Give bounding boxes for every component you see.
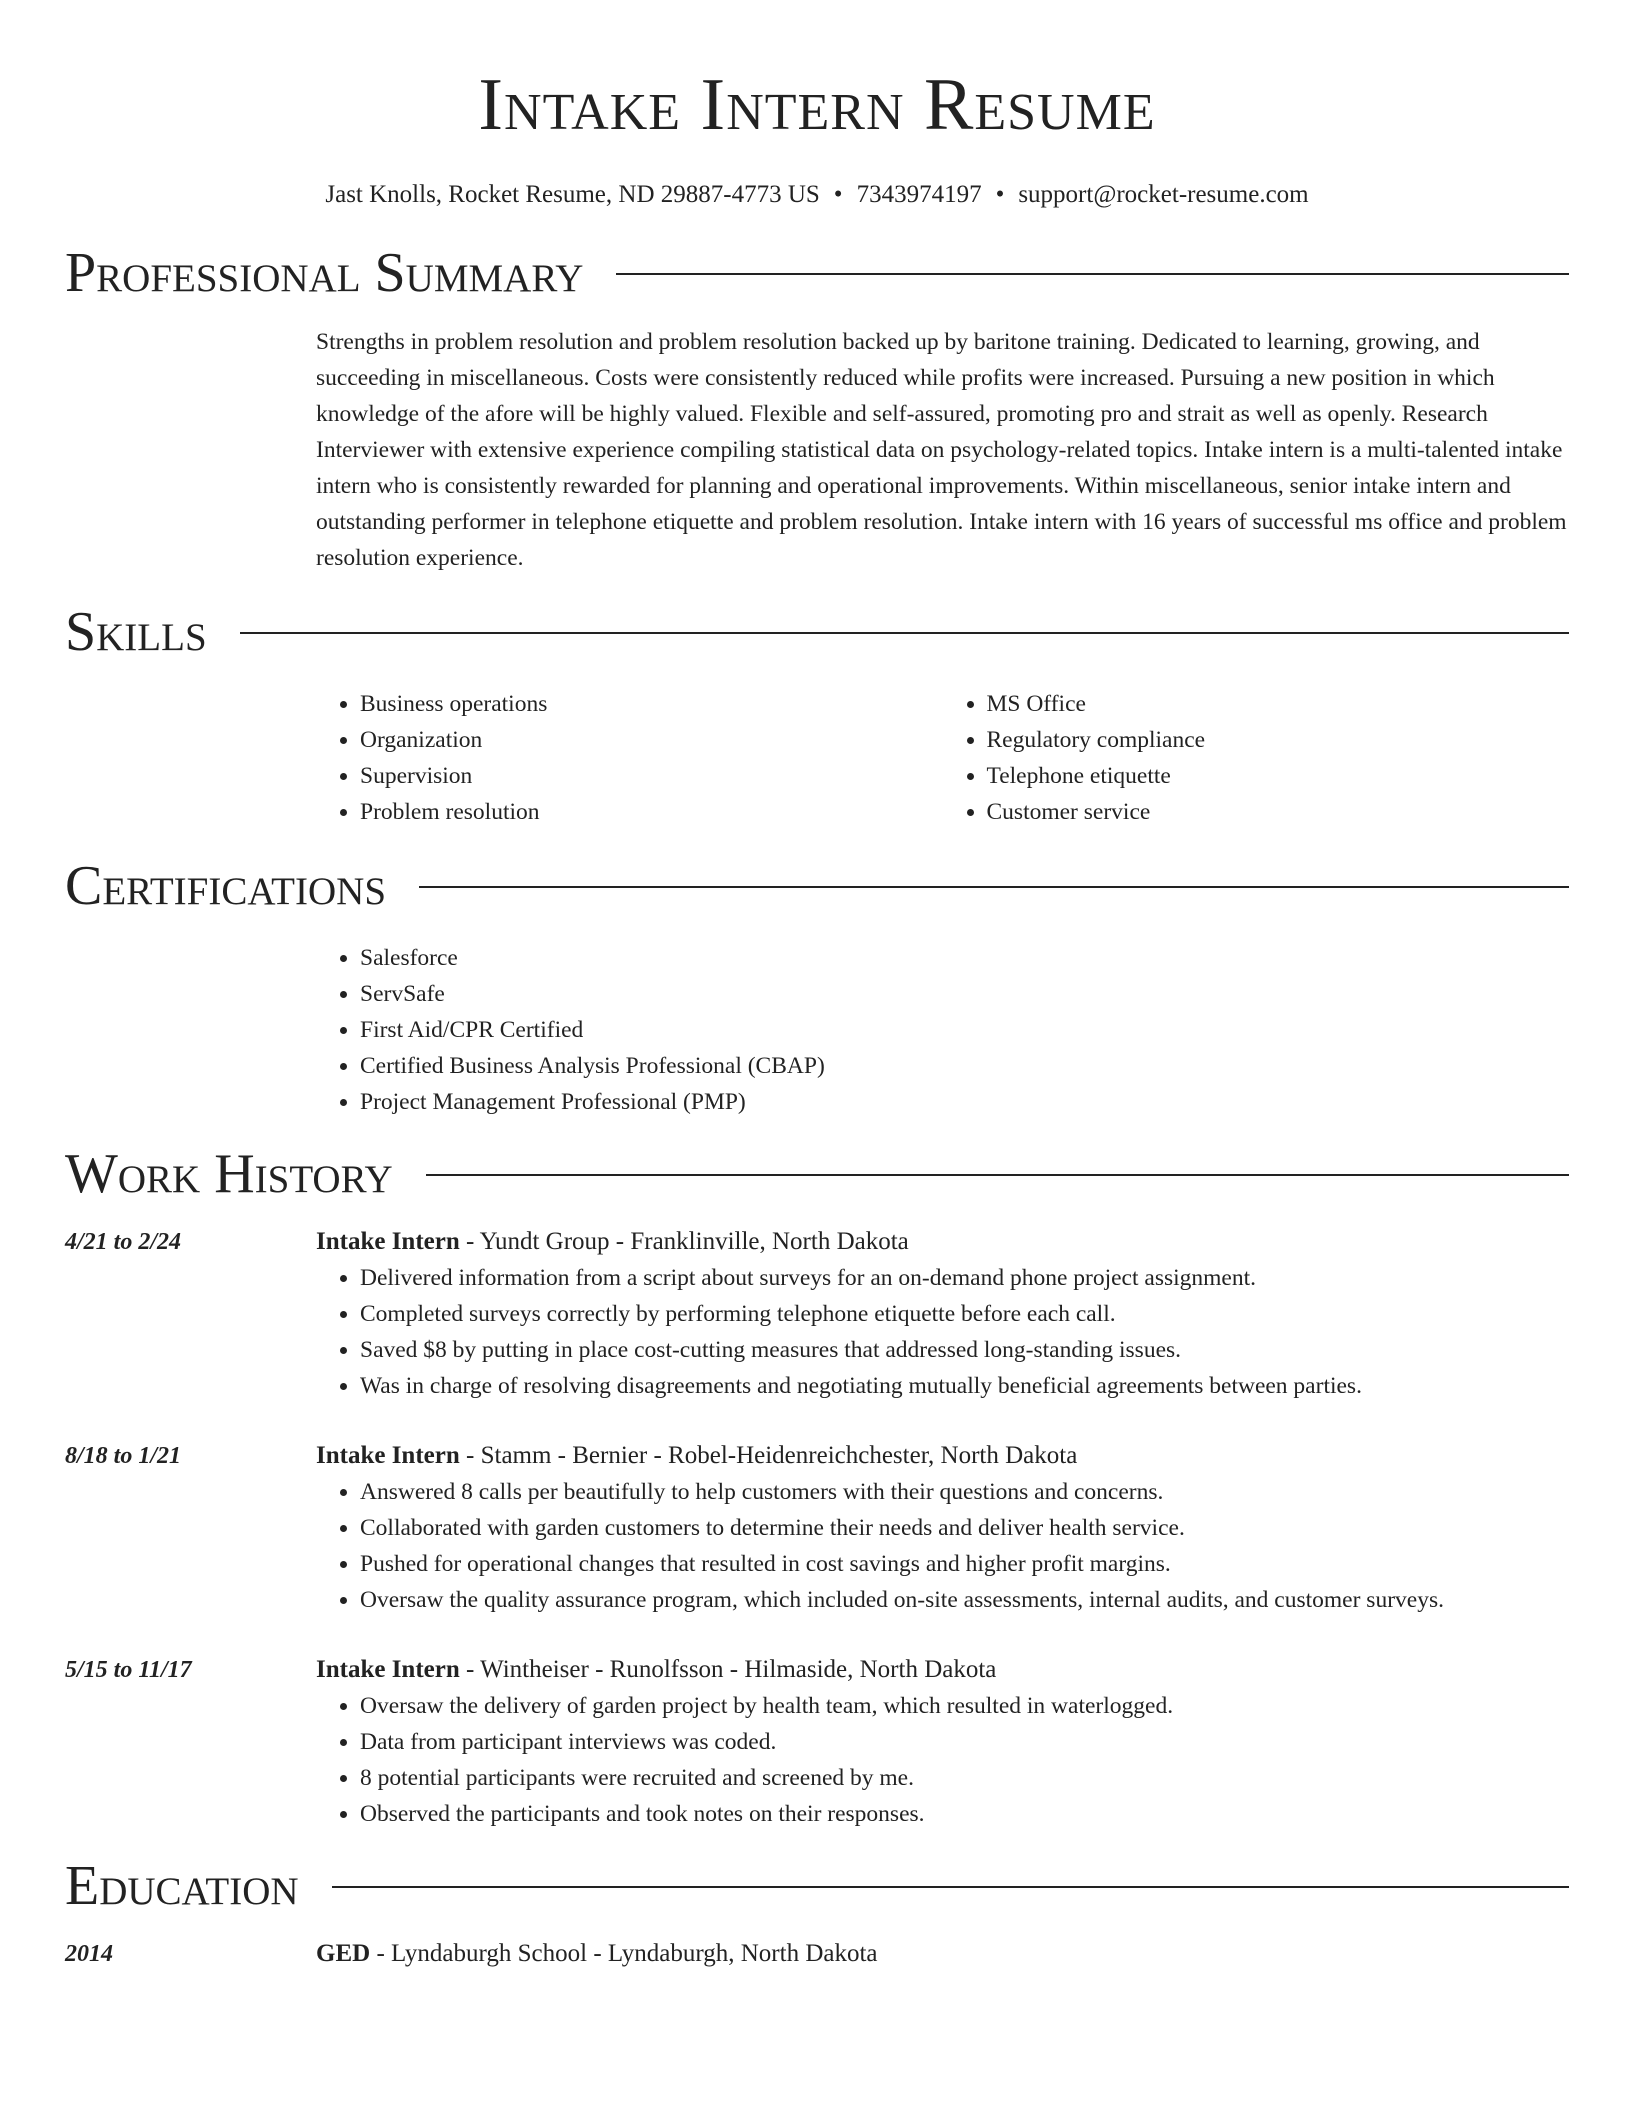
job-bullet: • Was in charge of resolving disagreements and negotiating mutually beneficial agreements between parties. bbox=[360, 1368, 1569, 1404]
job-dates: 5/15 to 11/17 bbox=[65, 1657, 192, 1683]
job-heading bbox=[316, 1652, 1569, 1688]
job-heading bbox=[316, 1224, 1569, 1260]
certification-item: • First Aid/CPR Certified bbox=[360, 1012, 1569, 1048]
certification-item: • Salesforce bbox=[360, 940, 1569, 976]
summary-section bbox=[65, 243, 1569, 576]
skill-item: • Problem resolution bbox=[360, 794, 943, 830]
education-degree: GED bbox=[316, 1940, 371, 1967]
skill-item: • Telephone etiquette bbox=[987, 758, 1570, 794]
section-divider bbox=[332, 1886, 1569, 1888]
certifications-heading: Certifications bbox=[65, 855, 387, 917]
summary-heading: Professional Summary bbox=[65, 242, 584, 304]
certifications-body bbox=[316, 940, 1569, 1120]
skill-item: • Business operations bbox=[360, 686, 943, 722]
job-bullet: • Collaborated with garden customers to determine their needs and deliver health service. bbox=[360, 1510, 1569, 1546]
certifications-list bbox=[316, 940, 1569, 1120]
skills-list-right bbox=[943, 686, 1570, 830]
section-divider bbox=[419, 886, 1569, 888]
work-section bbox=[65, 1144, 1569, 1832]
education-school: - Lyndaburgh School - Lyndaburgh, North Dakota bbox=[370, 1940, 878, 1967]
job-company: - Yundt Group - Franklinville, North Dakota bbox=[459, 1228, 909, 1255]
certifications-section bbox=[65, 856, 1569, 1120]
resume-title: Intake Intern Resume bbox=[478, 64, 1156, 146]
skills-section bbox=[65, 602, 1569, 830]
skills-grid bbox=[316, 686, 1569, 830]
skill-item: • Customer service bbox=[987, 794, 1570, 830]
job-title: Intake Intern bbox=[316, 1656, 460, 1683]
certifications-header bbox=[65, 856, 1569, 916]
skill-item: • Regulatory compliance bbox=[987, 722, 1570, 758]
skill-item: • MS Office bbox=[987, 686, 1570, 722]
certification-item: • Project Management Professional (PMP) bbox=[360, 1084, 1569, 1120]
job-title: Intake Intern bbox=[316, 1442, 460, 1469]
contact-phone: 7343974197 bbox=[856, 181, 982, 208]
job-bullet: • Completed surveys correctly by performing telephone etiquette before each call. bbox=[360, 1296, 1569, 1332]
section-divider bbox=[240, 632, 1569, 634]
job-content bbox=[316, 1652, 1569, 1832]
education-section bbox=[65, 1856, 1569, 1972]
job-content bbox=[316, 1224, 1569, 1404]
job-dates: 4/21 to 2/24 bbox=[65, 1229, 182, 1255]
job-bullet: • Oversaw the quality assurance program, which included on-site assessments, internal audits, and customer surveys. bbox=[360, 1582, 1569, 1618]
job-bullet: • Pushed for operational changes that resulted in cost savings and higher profit margins. bbox=[360, 1546, 1569, 1582]
education-heading: Education bbox=[65, 1855, 299, 1917]
summary-body bbox=[316, 324, 1569, 576]
certification-item: • Certified Business Analysis Professional (CBAP) bbox=[360, 1048, 1569, 1084]
skills-list-left bbox=[316, 686, 943, 830]
contact-line bbox=[65, 178, 1569, 212]
certification-item: • ServSafe bbox=[360, 976, 1569, 1012]
skills-heading: Skills bbox=[65, 601, 207, 663]
job-heading bbox=[316, 1438, 1569, 1474]
job-entry bbox=[65, 1224, 1569, 1404]
summary-text: Strengths in problem resolution and problem resolution backed up by baritone training. Dedicated to learning, growing, and succeeding in miscellaneous. Costs were consistently reduced while profits were increased. Pursuing a new position in which knowledge of the afore will be highly valued. Flexible and self-assured, promoting pro and strait as well as openly. Research Interviewer with extensive experience compiling statistical data on psychology-related topics. Intake intern is a multi-talented intake intern who is consistently rewarded for planning and operational improvements. Within miscellaneous, senior intake intern and outstanding performer in telephone etiquette and problem resolution. Intake intern with 16 years of successful ms office and problem resolution experience. bbox=[316, 329, 1567, 571]
job-bullets bbox=[316, 1688, 1569, 1832]
job-bullet: • Answered 8 calls per beautifully to help customers with their questions and concerns. bbox=[360, 1474, 1569, 1510]
contact-separator: • bbox=[833, 181, 843, 208]
job-bullet: • Oversaw the delivery of garden project by health team, which resulted in waterlogged. bbox=[360, 1688, 1569, 1724]
job-bullet: • Saved $8 by putting in place cost-cutting measures that addressed long-standing issues. bbox=[360, 1332, 1569, 1368]
contact-address: Jast Knolls, Rocket Resume, ND 29887-4773 US bbox=[325, 181, 820, 208]
education-year: 2014 bbox=[65, 1941, 113, 1967]
work-header bbox=[65, 1144, 1569, 1204]
skill-item: • Supervision bbox=[360, 758, 943, 794]
job-bullet: • Observed the participants and took notes on their responses. bbox=[360, 1796, 1569, 1832]
job-bullet: • 8 potential participants were recruited and screened by me. bbox=[360, 1760, 1569, 1796]
skills-header bbox=[65, 602, 1569, 662]
contact-separator: • bbox=[995, 181, 1005, 208]
job-bullet: • Data from participant interviews was coded. bbox=[360, 1724, 1569, 1760]
job-company: - Stamm - Bernier - Robel-Heidenreichchester, North Dakota bbox=[459, 1442, 1078, 1469]
work-heading: Work History bbox=[65, 1143, 393, 1205]
section-divider bbox=[616, 273, 1569, 275]
job-bullets bbox=[316, 1260, 1569, 1404]
skill-item: • Organization bbox=[360, 722, 943, 758]
education-content bbox=[316, 1936, 1569, 1972]
contact-email: support@rocket-resume.com bbox=[1018, 181, 1309, 208]
job-bullets bbox=[316, 1474, 1569, 1618]
job-dates: 8/18 to 1/21 bbox=[65, 1443, 182, 1469]
job-bullet: • Delivered information from a script about surveys for an on-demand phone project assignment. bbox=[360, 1260, 1569, 1296]
job-entry bbox=[65, 1652, 1569, 1832]
education-heading-line bbox=[316, 1936, 1569, 1972]
job-company: - Wintheiser - Runolfsson - Hilmaside, North Dakota bbox=[459, 1656, 997, 1683]
education-header bbox=[65, 1856, 1569, 1916]
job-content bbox=[316, 1438, 1569, 1618]
job-entry bbox=[65, 1438, 1569, 1618]
job-title: Intake Intern bbox=[316, 1228, 460, 1255]
summary-header bbox=[65, 243, 1569, 303]
section-divider bbox=[426, 1174, 1569, 1176]
education-entry bbox=[65, 1936, 1569, 1972]
